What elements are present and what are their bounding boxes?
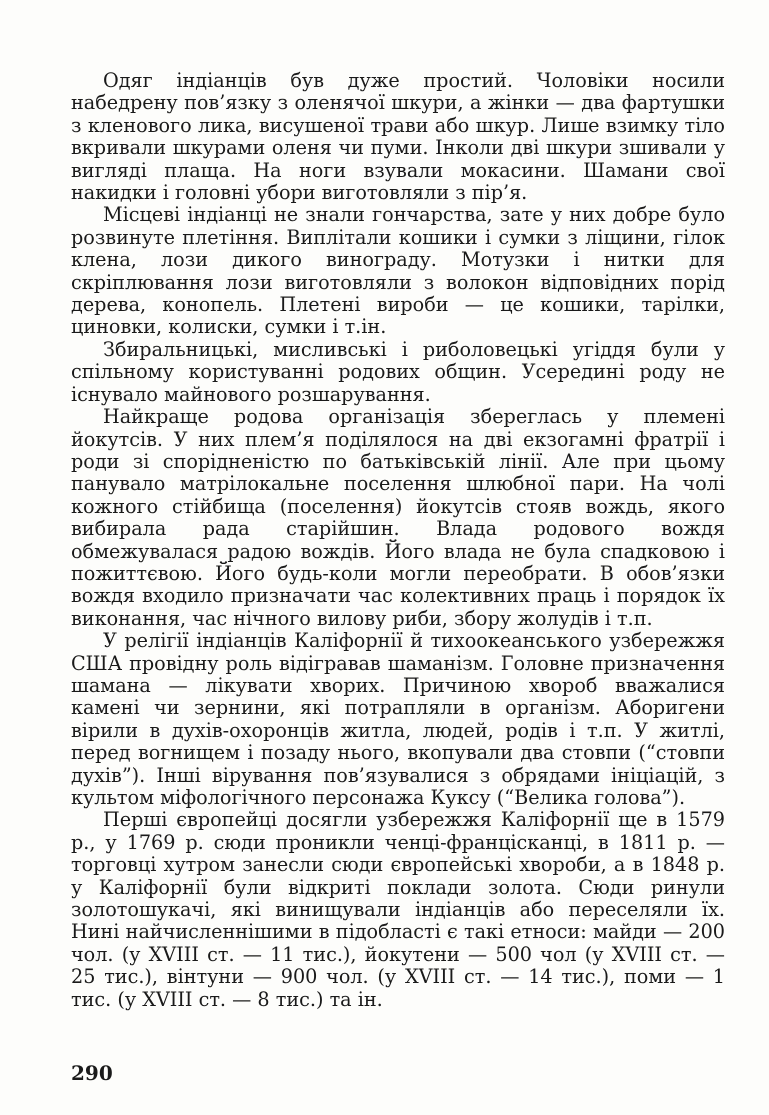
paragraph-europeans: Перші європейці досягли узбережжя Каліфорнії ще в 1579 р., у 1769 р. сюди проникли ченці-францісканці, в 1811 р. — торговці хутром занесли сюди європейські хвороби, а в 1848 р. у Каліфорнії були відкриті поклади золота. Сюди ринули золотошукачі, які винищували індіанців або переселяли їх. Нині найчисленнішими в підобласті є такі етноси: майди — 200 чол. (у XVIII ст. — 11 тис.), йокутени — 500 чол (у XVIII ст. — 25 тис.), вінтуни — 900 чол. (у XVIII ст. — 14 тис.), поми — 1 тис. (у XVIII ст. — 8 тис.) та ін. — [71, 808, 725, 1011]
page-number: 290 — [71, 1061, 113, 1085]
paragraph-religion: У релігії індіанців Каліфорнії й тихоокеанського узбережжя США провідну роль відігравав шаманізм. Головне призначення шамана — лікувати хворих. Причиною хвороб вважалися камені чи зернини, які потрапляли в організм. Аборигени вірили в духів-охоронців житла, людей, родів і т.п. У житлі, перед вогнищем і позаду нього, вкопували два стовпи (“стовпи духів”). Інші вірування пов’язувалися з обрядами ініціацій, з культом міфологічного персонажа Куксу (“Велика голова”). — [71, 629, 725, 809]
body-text — [71, 70, 725, 1011]
paragraph-communal-lands: Збиральницькі, мисливські і риболовецькі угіддя були у спільному користуванні родових общин. Усередині роду не існувало майнового розшарування. — [71, 337, 725, 406]
paragraph-yokuts-organization: Найкраще родова організація збереглась у племені йокутсів. У них плем’я поділялося на дві екзогамні фратрії і роди зі спорідненістю по батьківській лінії. Але при цьому панувало матрілокальне поселення шлюбної пари. На чолі кожного стійбища (поселення) йокутсів стояв вождь, якого вибирала рада старійшин. Влада родового вождя обмежувалася радою вождів. Його влада не була спадковою і пожиттєвою. Його будь-коли могли переобрати. В обов’язки вождя входило призначати час колективних праць і порядок їх виконання, час нічного вилову риби, збору жолудів і т.п. — [71, 405, 725, 630]
paragraph-weaving: Місцеві індіанці не знали гончарства, зате у них добре було розвинуте плетіння. Виплітали кошики і сумки з ліщини, гілок клена, лози дикого винограду. Мотузки і нитки для скріплювання лози виготовляли з волокон відповідних порід дерева, конопель. Плетені вироби — це кошики, тарілки, циновки, колиски, сумки і т.ін. — [71, 203, 725, 339]
paragraph-clothing: Одяг індіанців був дуже простий. Чоловіки носили набедрену пов’язку з оленячої шкури, а жінки — два фартушки з кленового лика, висушеної трави або шкур. Лише взимку тіло вкривали шкурами оленя чи пуми. Інколи дві шкури зшивали у вигляді плаща. На ноги взували мокасини. Шамани свої накидки і головні убори виготовляли з пір’я. — [71, 69, 725, 205]
